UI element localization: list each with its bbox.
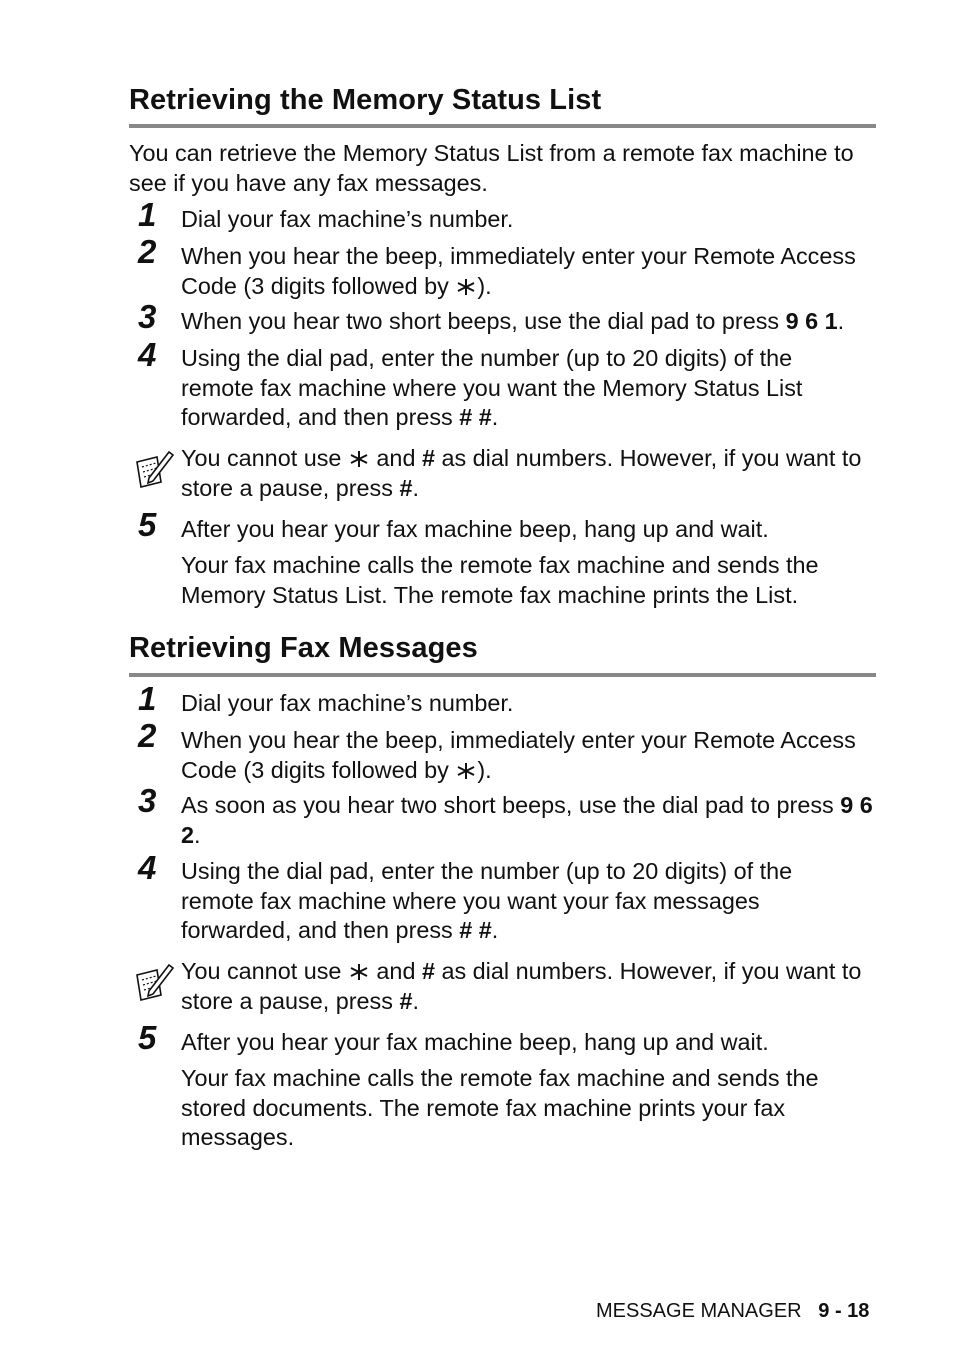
section-title-memory-status: Retrieving the Memory Status List	[129, 84, 602, 116]
step-text: After you hear your fax machine beep, hang up and wait.	[181, 1029, 769, 1055]
step-text-part: When you hear two short beeps, use the dial pad to press	[181, 308, 780, 334]
step-text-part: Using the dial pad, enter the number (up to 20 digits) of the remote fax machine where you want your fax messages forwarded, and then press	[181, 858, 793, 944]
step-followup: Your fax machine calls the remote fax machine and sends the Memory Status List. The remote fax machine prints the List.	[181, 552, 819, 608]
step-text-part: As soon as you hear two short beeps, use the dial pad to press	[181, 792, 834, 818]
step-number: 5	[138, 506, 157, 543]
step-text-part: .	[837, 308, 845, 334]
hash-key: #	[399, 987, 413, 1014]
star-key-icon	[455, 761, 477, 781]
step-number: 2	[138, 233, 157, 270]
step-text	[181, 242, 861, 301]
footer-page-number: 9 - 18	[818, 1300, 870, 1322]
step-text: Dial your fax machine’s number.	[181, 206, 514, 232]
step-number: 4	[138, 849, 157, 886]
step-text-part: ).	[477, 756, 492, 783]
section-title-fax-messages: Retrieving Fax Messages	[129, 632, 478, 664]
star-key-icon	[348, 449, 370, 469]
note-text-part: and	[376, 958, 416, 984]
step-text-part: ).	[477, 272, 492, 299]
intro-paragraph: You can retrieve the Memory Status List from a remote fax machine to see if you have any fax messages.	[129, 140, 854, 196]
section-rule	[129, 124, 876, 128]
step-text	[181, 307, 921, 337]
step-text-part: When you hear the beep, immediately enter your Remote Access Code (3 digits followed by	[181, 727, 856, 783]
step-number: 1	[138, 196, 157, 233]
note-text-part: and	[376, 445, 416, 471]
section-rule	[129, 673, 876, 677]
key-sequence: 9 6 1	[785, 308, 838, 334]
step-text-part: .	[491, 404, 499, 431]
note-pencil-icon	[133, 961, 175, 1003]
step-number: 1	[138, 680, 157, 717]
step-text-part: .	[194, 821, 201, 848]
step-text-part: When you hear the beep, immediately enter your Remote Access Code (3 digits followed by	[181, 243, 856, 299]
hash-key: #	[421, 445, 435, 471]
page-footer	[596, 1300, 869, 1323]
key-sequence: # #	[459, 404, 492, 431]
step-followup: Your fax machine calls the remote fax machine and sends the stored documents. The remote fax machine prints your fax messages.	[181, 1065, 819, 1151]
step-text: After you hear your fax machine beep, hang up and wait.	[181, 516, 769, 542]
note-pencil-icon	[133, 448, 175, 490]
note-text-part: You cannot use	[181, 958, 342, 984]
step-text	[181, 791, 881, 850]
star-key-icon	[348, 962, 370, 982]
key-sequence: # #	[459, 917, 492, 944]
footer-chapter: MESSAGE MANAGER	[596, 1300, 802, 1322]
note-text-part: as dial numbers. However, if you want to store a pause, press	[181, 958, 862, 1014]
note-text	[181, 957, 881, 1016]
step-number: 3	[138, 782, 157, 819]
note-text-part: .	[412, 474, 419, 501]
step-text	[181, 344, 861, 433]
note-text-part: as dial numbers. However, if you want to store a pause, press	[181, 445, 862, 501]
step-number: 2	[138, 717, 157, 754]
hash-key: #	[421, 958, 435, 984]
step-text-part: .	[491, 917, 499, 944]
step-text	[181, 857, 861, 946]
star-key-icon	[455, 277, 477, 297]
note-text-part: You cannot use	[181, 445, 342, 471]
note-text-part: .	[412, 987, 419, 1014]
hash-key: #	[399, 474, 413, 501]
step-text	[181, 726, 861, 785]
key-sequence: 9 6 2	[181, 792, 873, 848]
step-text-part: Using the dial pad, enter the number (up to 20 digits) of the remote fax machine where you want the Memory Status List forwarded, and then press	[181, 345, 803, 431]
step-number: 5	[138, 1019, 157, 1056]
step-text: Dial your fax machine’s number.	[181, 690, 514, 716]
note-text	[181, 444, 881, 503]
step-number: 4	[138, 336, 157, 373]
step-number: 3	[138, 298, 157, 335]
